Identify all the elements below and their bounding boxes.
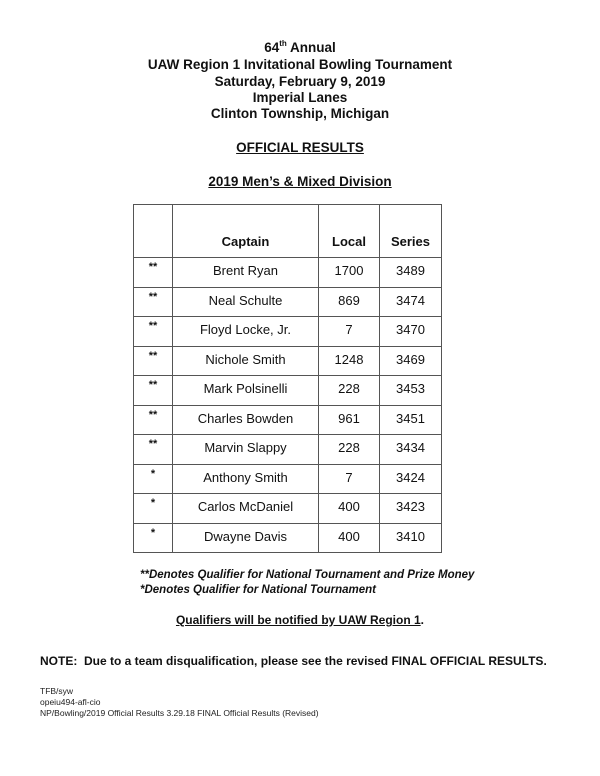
col-header-mark [134,205,173,258]
row-series: 3469 [380,346,442,376]
row-series: 3489 [380,258,442,288]
legend-single-star: *Denotes Qualifier for National Tournament [140,583,376,596]
row-series: 3451 [380,405,442,435]
document-footer [40,686,319,719]
row-series: 3424 [380,464,442,494]
edition-line [0,40,600,57]
table-row [134,317,442,347]
row-captain: Neal Schulte [173,287,319,317]
row-captain: Mark Polsinelli [173,376,319,406]
row-local: 7 [319,317,380,347]
row-mark: * [134,464,173,494]
legend-double-star: **Denotes Qualifier for National Tournament and Prize Money [140,569,475,581]
results-table [133,204,442,553]
col-header-local: Local [319,205,380,258]
edition-rest: Annual [286,40,336,55]
row-local: 228 [319,435,380,465]
row-mark: ** [134,376,173,406]
row-mark: * [134,523,173,553]
row-local: 400 [319,523,380,553]
edition-suffix: th [279,38,287,48]
table-row [134,376,442,406]
row-captain: Dwayne Davis [173,523,319,553]
division-heading: 2019 Men’s & Mixed Division [208,174,392,189]
tournament-location: Clinton Township, Michigan [210,106,390,121]
results-heading: OFFICIAL RESULTS [236,140,364,155]
row-local: 7 [319,464,380,494]
row-series: 3453 [380,376,442,406]
row-local: 1248 [319,346,380,376]
row-series: 3434 [380,435,442,465]
table-row [134,405,442,435]
disqualification-note: NOTE: Due to a team disqualification, please see the revised FINAL OFFICIAL RESULTS. [40,654,547,668]
row-local: 869 [319,287,380,317]
row-captain: Charles Bowden [173,405,319,435]
row-series: 3470 [380,317,442,347]
row-mark: ** [134,346,173,376]
table-row [134,464,442,494]
row-captain: Floyd Locke, Jr. [173,317,319,347]
row-captain: Brent Ryan [173,258,319,288]
row-mark: ** [134,258,173,288]
tournament-title: UAW Region 1 Invitational Bowling Tournament [147,57,453,72]
edition-number: 64 [264,40,280,55]
row-series: 3474 [380,287,442,317]
qualifiers-notice: Qualifiers will be notified by UAW Region 1. [175,613,425,627]
row-mark: ** [134,287,173,317]
table-row [134,435,442,465]
footer-initials: TFB/syw [40,686,74,696]
footer-union: opeiu494-afl-cio [40,697,101,707]
table-row [134,346,442,376]
tournament-venue: Imperial Lanes [252,90,348,105]
footer-file-path: NP/Bowling/2019 Official Results 3.29.18 FINAL Official Results (Revised) [40,708,319,718]
table-header-row [134,205,442,258]
row-mark: ** [134,405,173,435]
row-local: 961 [319,405,380,435]
row-local: 1700 [319,258,380,288]
col-header-captain: Captain [173,205,319,258]
table-row [134,523,442,553]
row-mark: ** [134,317,173,347]
table-row [134,287,442,317]
row-captain: Marvin Slappy [173,435,319,465]
legend [140,568,474,597]
table-row [134,494,442,524]
row-series: 3410 [380,523,442,553]
row-captain: Anthony Smith [173,464,319,494]
row-captain: Nichole Smith [173,346,319,376]
row-local: 228 [319,376,380,406]
row-mark: ** [134,435,173,465]
row-captain: Carlos McDaniel [173,494,319,524]
row-mark: * [134,494,173,524]
col-header-series: Series [380,205,442,258]
row-series: 3423 [380,494,442,524]
row-local: 400 [319,494,380,524]
tournament-date: Saturday, February 9, 2019 [214,74,386,89]
table-row [134,258,442,288]
